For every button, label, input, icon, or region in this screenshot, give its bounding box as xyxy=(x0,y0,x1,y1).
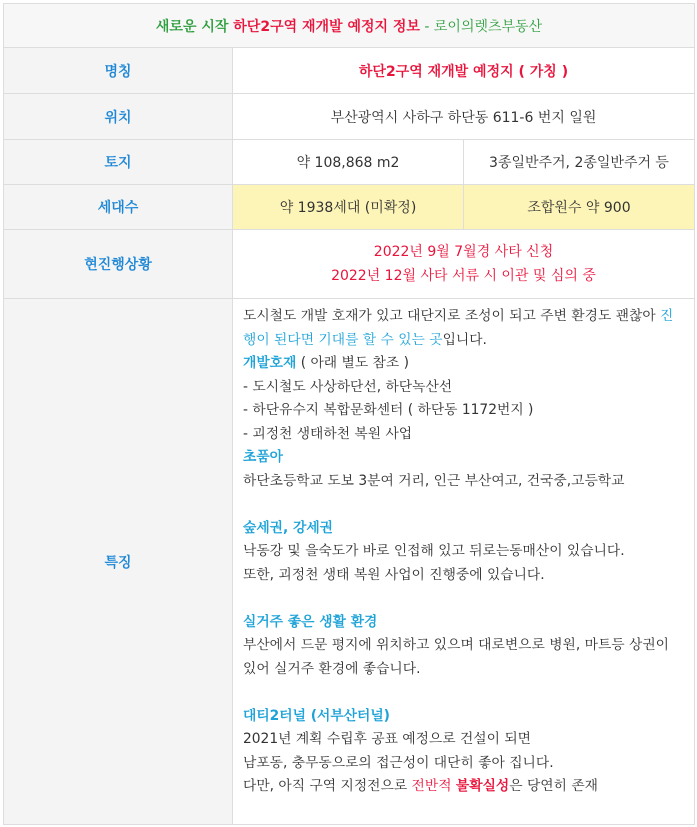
value-land-area: 약 108,868 m2 xyxy=(233,140,464,185)
tunnel-text: 2021년 계획 수립후 공표 예정으로 건설이 되면 xyxy=(243,731,531,747)
status-line-2: 2022년 12월 사타 서류 시 이관 및 심의 중 xyxy=(331,268,596,284)
row-land xyxy=(4,140,695,185)
title-row xyxy=(4,4,695,48)
label-location: 위치 xyxy=(4,94,233,140)
living-text: 부산에서 드문 평지에 위치하고 있으며 대로변으로 병원, 마트등 상권이 있어 실거주 환경에 좋습니다. xyxy=(243,637,669,677)
dev-item: - 하단유수지 복합문화센터 ( 하단동 1172번지 ) xyxy=(243,402,534,418)
school-heading: 초품아 xyxy=(243,449,283,465)
value-member-count: 조합원수 약 900 xyxy=(464,185,695,230)
page-title: 새로운 시작 하단2구역 재개발 예정지 정보 - 로이의렛츠부동산 xyxy=(4,4,695,48)
value-household-count: 약 1938세대 (미확정) xyxy=(233,185,464,230)
row-status xyxy=(4,230,695,299)
info-table xyxy=(3,3,695,825)
forest-text: 낙동강 및 을숙도가 바로 인접해 있고 뒤로는동매산이 있습니다. xyxy=(243,543,625,559)
tunnel-text: 남포동, 충무동으로의 접근성이 대단히 좋아 집니다. xyxy=(243,754,554,771)
value-status xyxy=(233,230,695,299)
dev-item: - 괴정천 생태하천 복원 사업 xyxy=(243,425,413,442)
forest-heading: 숲세권, 강세권 xyxy=(243,519,334,536)
dev-heading: 개발호재 ( 아래 별도 참조 ) xyxy=(243,355,409,371)
tunnel-text: 다만, 아직 구역 지정전으로 전반적 불확실성은 당연히 존재 xyxy=(243,778,598,794)
label-status: 현진행상황 xyxy=(4,230,233,299)
spacer xyxy=(243,493,684,517)
spacer xyxy=(243,681,684,705)
living-heading: 실거주 좋은 생활 환경 xyxy=(243,613,378,630)
label-name: 명칭 xyxy=(4,48,233,94)
value-features xyxy=(233,299,695,825)
tunnel-heading: 대티2터널 (서부산터널) xyxy=(243,707,390,724)
row-features xyxy=(4,299,695,825)
dev-item: - 도시철도 사상하단선, 하단녹산선 xyxy=(243,378,453,395)
status-line-1: 2022년 9월 7월경 사타 신청 xyxy=(373,244,554,260)
value-location: 부산광역시 사하구 하단동 611-6 번지 일원 xyxy=(233,94,695,140)
features-intro: 도시철도 개발 호재가 있고 대단지로 조성이 되고 주변 환경도 괜찮아 진행이 된다면 기대를 할 수 있는 곳입니다. xyxy=(243,308,674,348)
row-location xyxy=(4,94,695,140)
value-name: 하단2구역 재개발 예정지 ( 가칭 ) xyxy=(233,48,695,94)
value-land-zoning: 3종일반주거, 2종일반주거 등 xyxy=(464,140,695,185)
forest-text: 또한, 괴정천 생태 복원 사업이 진행중에 있습니다. xyxy=(243,566,545,583)
spacer xyxy=(243,587,684,611)
label-households: 세대수 xyxy=(4,185,233,230)
label-features: 특징 xyxy=(4,299,233,825)
row-name xyxy=(4,48,695,94)
school-text: 하단초등학교 도보 3분여 거리, 인근 부산여고, 건국중,고등학교 xyxy=(243,472,625,489)
label-land: 토지 xyxy=(4,140,233,185)
row-households xyxy=(4,185,695,230)
